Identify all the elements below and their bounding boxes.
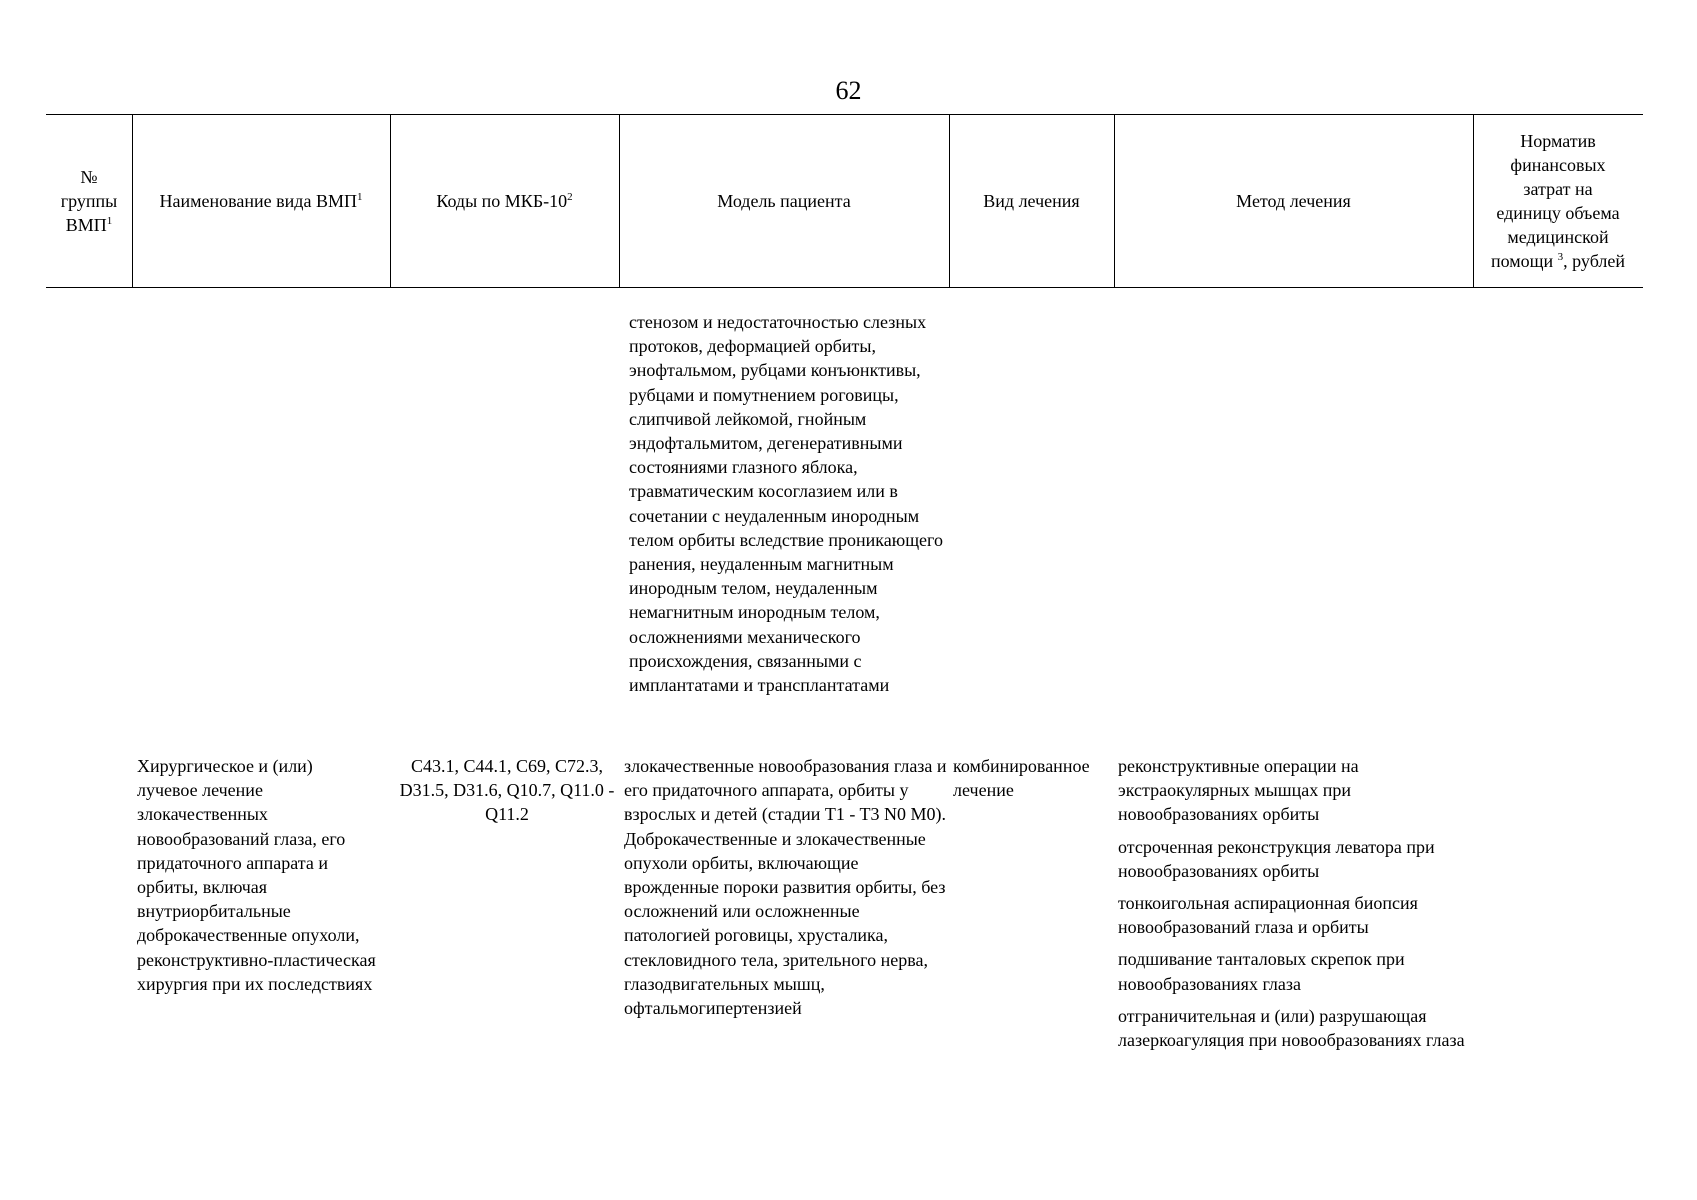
treatment-method-item: реконструктивные операции на экстраокулярных мышцах при новообразованиях орбиты [1118,756,1359,825]
header-vmp-name: Наименование вида ВМП$^1$ [159,191,363,211]
table-header [46,114,1643,288]
header-icd-codes: Коды по МКБ-$10^2$ [436,191,573,211]
header-treatment-type: Вид лечения [983,191,1080,211]
treatment-method-item: отсроченная реконструкция леватора при новообразованиях орбиты [1118,836,1435,881]
treatment-method-item: тонкоигольная аспирационная биопсия новообразований глаза и орбиты [1118,893,1418,938]
header-treatment-method: Метод лечения [1236,191,1351,211]
patient-model-continuation: стенозом и недостаточностью слезных протоков, деформацией орбиты, энофтальмом, рубцами конъюнктивы, рубцами и помутнением роговицы, слипчивой лейкомой, гнойным эндофтальмитом, дегенеративными состояниями глазного яблока, травматическим косоглазием или в сочетании с неудаленным инородным телом орбиты вследствие проникающего ранения, неудаленным магнитным инородным телом, неудаленным немагнитным инородным телом, осложнениями механического происхождения, связанными с имплантатами и трансплантатами [629,312,943,696]
header-patient-model: Модель пациента [717,191,851,211]
treatment-method-item: отграничительная и (или) разрушающая лазеркоагуляция при новообразованиях глаза [1118,1005,1465,1051]
header-group-no: № группы ВМП$^1$ [60,167,118,235]
header-cost-norm: Норматив финансовых затрат на единицу объема медицинской помощи $^3$, рублей [1490,131,1626,271]
vmp-name-cell: Хирургическое и (или) лучевое лечение злокачественных новообразований глаза, его придаточного аппарата и орбиты, включая внутриорбитальные доброкачественные опухоли, реконструктивно-пластическая хирургия при их последствиях [137,756,376,994]
page-number: 62 [835,76,862,105]
treatment-methods-cell [1118,754,1478,1060]
icd-codes-cell: C43.1, C44.1, C69, C72.3, D31.5, D31.6, Q10.7, Q11.0 - Q11.2 [399,756,615,825]
patient-model-cell: злокачественные новообразования глаза и его придаточного аппарата, орбиты у взрослых и детей (стадии T1 - T3 N0 M0). Доброкачественные и злокачественные опухоли орбиты, включающие врожденные пороки развития орбиты, без осложнений или осложненные патологией роговицы, хрусталика, стекловидного тела, зрительного нерва, глазодвигательных мышц, офтальмогипертензией [624,756,947,1019]
treatment-method-item: подшивание танталовых скрепок при новообразованиях глаза [1118,949,1405,994]
treatment-type-cell: комбинированное лечение [953,756,1090,801]
